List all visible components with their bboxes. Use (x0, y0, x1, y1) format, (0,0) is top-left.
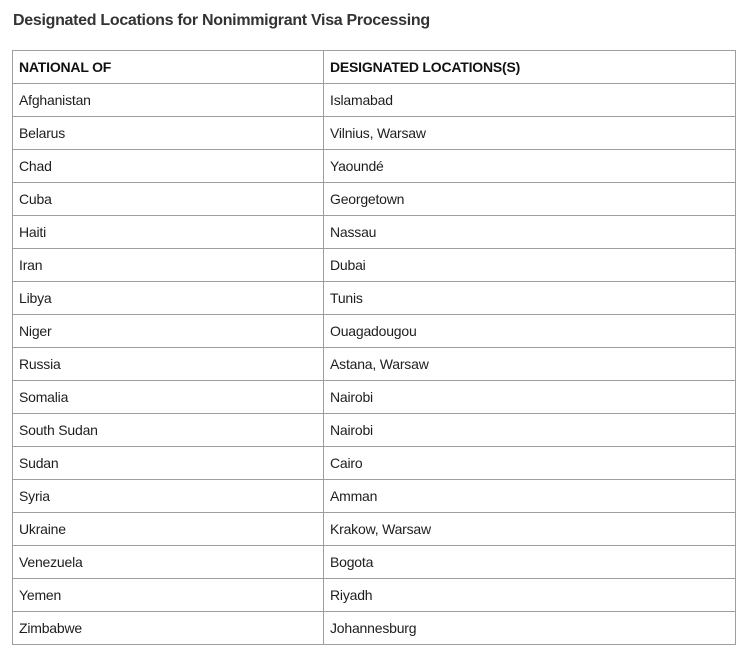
table-row (13, 249, 736, 282)
table-row (13, 381, 736, 414)
location-cell: Astana, Warsaw (324, 348, 736, 381)
location-cell: Georgetown (324, 183, 736, 216)
location-cell: Vilnius, Warsaw (324, 117, 736, 150)
table-row (13, 315, 736, 348)
location-cell: Yaoundé (324, 150, 736, 183)
table-row (13, 150, 736, 183)
nationality-cell: Yemen (13, 579, 324, 612)
nationality-cell: Libya (13, 282, 324, 315)
nationality-cell: Venezuela (13, 546, 324, 579)
table-row (13, 414, 736, 447)
designated-locations-table (12, 50, 736, 645)
nationality-cell: Belarus (13, 117, 324, 150)
location-cell: Islamabad (324, 84, 736, 117)
nationality-cell: Haiti (13, 216, 324, 249)
table-row (13, 612, 736, 645)
table-header-row (13, 51, 736, 84)
nationality-cell: Zimbabwe (13, 612, 324, 645)
nationality-cell: Chad (13, 150, 324, 183)
table-row (13, 546, 736, 579)
location-cell: Johannesburg (324, 612, 736, 645)
table-row (13, 117, 736, 150)
column-header-designated-locations: DESIGNATED LOCATIONS(S) (324, 51, 736, 84)
table-row (13, 447, 736, 480)
nationality-cell: Sudan (13, 447, 324, 480)
nationality-cell: Ukraine (13, 513, 324, 546)
nationality-cell: Russia (13, 348, 324, 381)
location-cell: Riyadh (324, 579, 736, 612)
table-row (13, 480, 736, 513)
table-row (13, 513, 736, 546)
nationality-cell: South Sudan (13, 414, 324, 447)
nationality-cell: Syria (13, 480, 324, 513)
location-cell: Nassau (324, 216, 736, 249)
location-cell: Tunis (324, 282, 736, 315)
table-row (13, 183, 736, 216)
nationality-cell: Somalia (13, 381, 324, 414)
nationality-cell: Niger (13, 315, 324, 348)
column-header-national-of: NATIONAL OF (13, 51, 324, 84)
location-cell: Amman (324, 480, 736, 513)
location-cell: Krakow, Warsaw (324, 513, 736, 546)
table-row (13, 579, 736, 612)
location-cell: Dubai (324, 249, 736, 282)
nationality-cell: Cuba (13, 183, 324, 216)
table-row (13, 282, 736, 315)
table-row (13, 84, 736, 117)
location-cell: Bogota (324, 546, 736, 579)
location-cell: Ouagadougou (324, 315, 736, 348)
nationality-cell: Iran (13, 249, 324, 282)
table-row (13, 348, 736, 381)
location-cell: Nairobi (324, 414, 736, 447)
location-cell: Cairo (324, 447, 736, 480)
nationality-cell: Afghanistan (13, 84, 324, 117)
table-row (13, 216, 736, 249)
page-title: Designated Locations for Nonimmigrant Visa Processing (13, 12, 430, 29)
location-cell: Nairobi (324, 381, 736, 414)
